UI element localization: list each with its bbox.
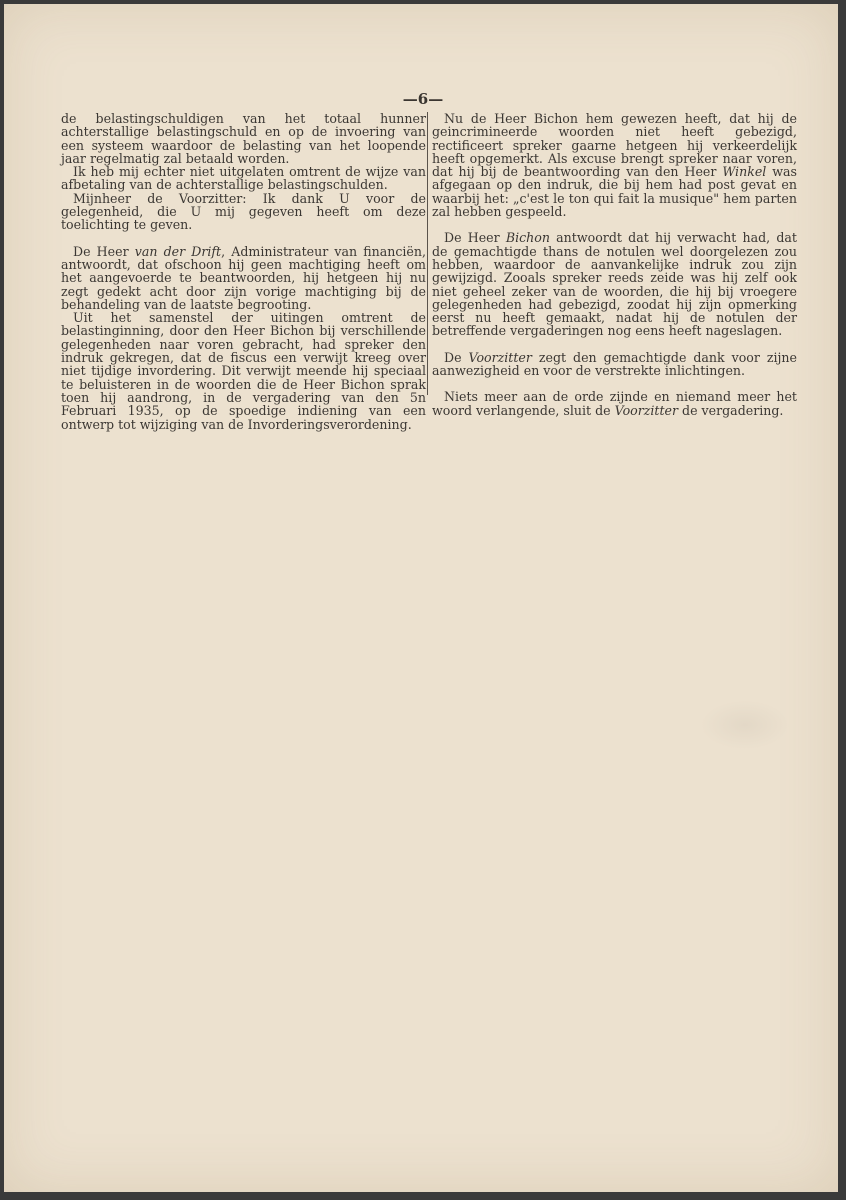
paragraph: Nu de Heer Bichon hem gewezen heeft, dat hij de geincrimineerde woorden niet heeft gebezigd, rectificeert spreker gaarne hetgeen hij verkeerdelijk heeft opgemerkt. Als excuse brengt spreker naar voren, dat hij bij de beantwoording van den Heer Winkel was afgegaan op den indruk, die bij hem had post gevat en waarbij het: „c'est le ton qui fait la musique" hem parten zal hebben gespeeld. [432,111,797,220]
paragraph: De Voorzitter zegt den gemachtigde dank voor zijne aanwezigheid en voor de verstrekte inlichtingen. [432,349,797,379]
right-column [432,112,797,417]
paragraph: De Heer Bichon antwoordt dat hij verwacht had, dat de gemachtigde thans de notulen wel doorgelezen zou hebben, waardoor de aanvankelijke indruk zou zijn gewijzigd. Zooals spreker reeds zeide was hij zelf ook niet geheel zeker van de woorden, die hij bij vroegere gelegenheden had gebezigd, zoodat hij zijn opmerking eerst nu heeft gemaakt, nadat hij de notulen der betreffende vergaderingen nog eens heeft nageslagen. [432,230,797,339]
paragraph: De Heer van der Drift, Administrateur van financiën, antwoordt, dat ofschoon hij geen machtiging heeft om het aangevoerde te beantwoorden, hij hetgeen hij nu zegt gedekt acht door zijn vorige machtiging bij de behandeling van de laatste begrooting. [61,243,426,312]
speaker-name: Voorzitter [468,349,532,365]
paragraph: Ik heb mij echter niet uitgelaten omtrent de wijze van afbetaling van de achterstallige belastingschulden. [61,164,426,193]
speaker-name: Winkel [722,164,767,180]
speaker-name: van der Drift [134,243,222,259]
speaker-name: Voorzitter [614,402,679,418]
column-divider [427,112,428,395]
paragraph: Mijnheer de Voorzitter: Ik dank U voor de gelegenheid, die U mij gegeven heeft om deze toelichting te geven. [61,190,426,233]
paragraph: Niets meer aan de orde zijnde en niemand meer het woord verlangende, sluit de Voorzitter de vergadering. [432,389,797,418]
page-number: —6— [402,90,444,108]
speaker-name: Bichon [505,230,550,246]
paragraph: de belastingschuldigen van het totaal hunner achterstallige belastingschuld en op de invoering van een systeem waardoor de belasting van het loopende jaar regelmatig zal betaald worden. [61,111,426,166]
paragraph: Uit het samenstel der uitingen omtrent de belastinginning, door den Heer Bichon bij verschillende gelegenheden naar voren gebracht, had spreker den indruk gekregen, dat de fiscus een verwijt kreeg over niet tijdige invordering. Dit verwijt meende hij speciaal te beluisteren in de woorden die de Heer Bichon sprak toen hij aandrong, in de vergadering van den 5n Februari 1935, op de spoedige indiening van een ontwerp tot wijziging van de Invorderingsverordening. [61,310,426,432]
paper-stain [700,700,790,750]
left-column [61,112,426,431]
